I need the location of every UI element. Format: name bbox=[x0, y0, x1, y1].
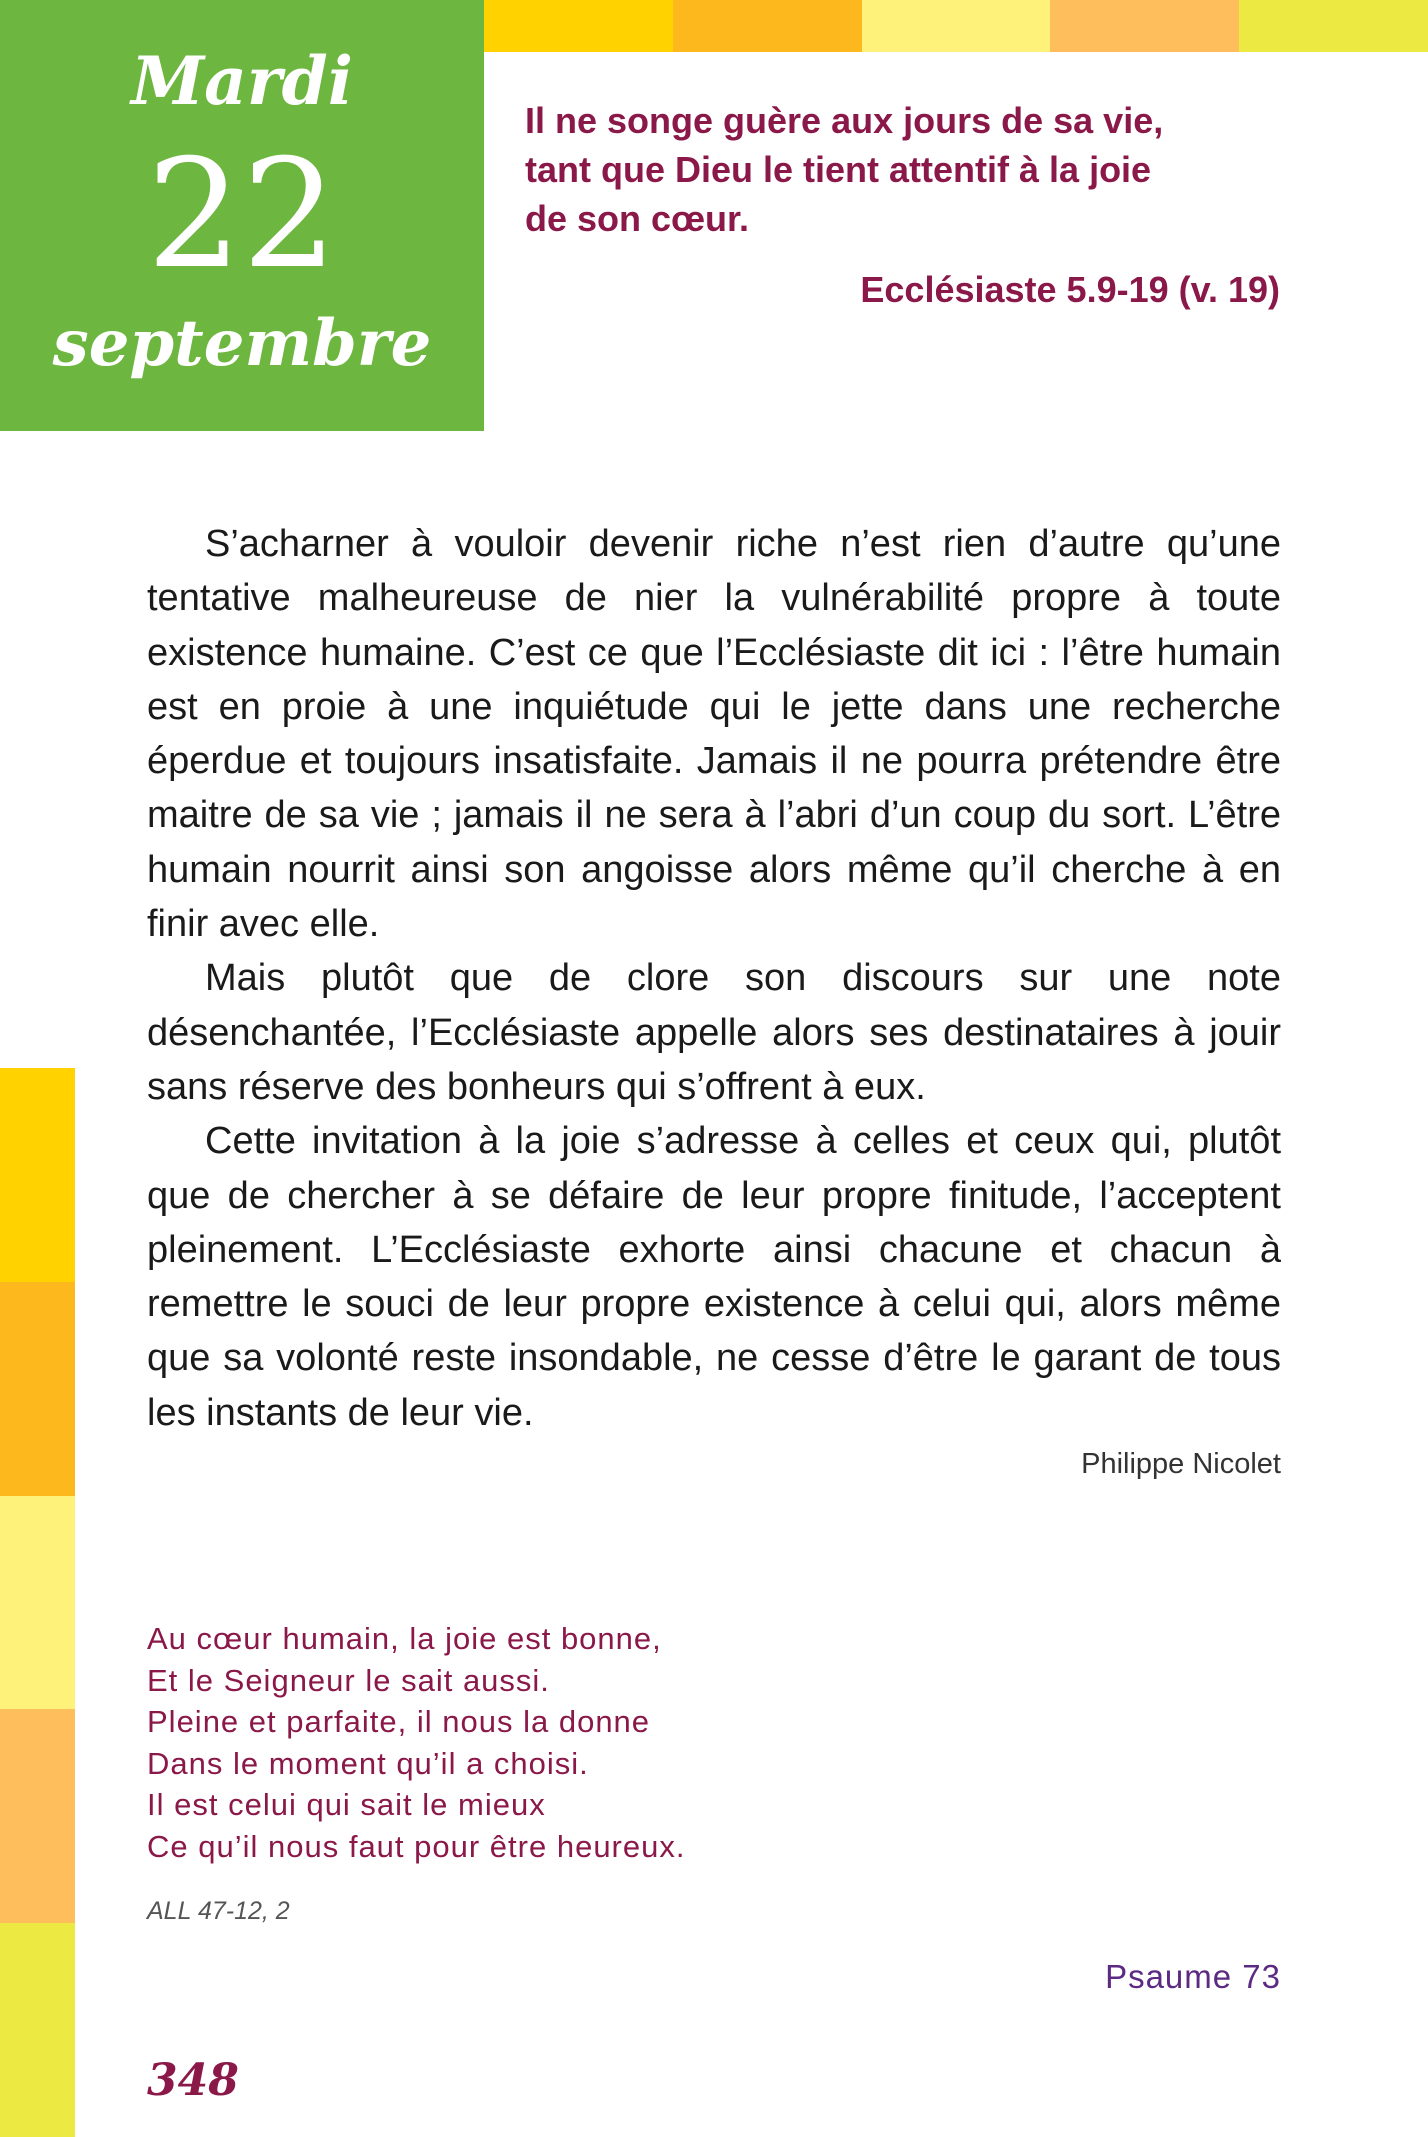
hymn-verse bbox=[147, 1618, 685, 1867]
verse-line: tant que Dieu le tient attentif à la joie bbox=[525, 149, 1152, 190]
side-strip-segment bbox=[0, 1496, 75, 1710]
poem-line: Et le Seigneur le sait aussi. bbox=[147, 1662, 550, 1698]
top-strip-segment bbox=[1050, 0, 1239, 52]
poem-line: Dans le moment qu’il a choisi. bbox=[147, 1745, 589, 1781]
day-number: 22 bbox=[146, 128, 338, 302]
top-color-strip bbox=[484, 0, 1428, 52]
date-block bbox=[0, 0, 484, 431]
author-name: Philippe Nicolet bbox=[1081, 1448, 1281, 1480]
body-paragraph: Cette invitation à la joie s’adresse à celles et ceux qui, plutôt que de chercher à se défaire de leur propre finitude, l’acceptent pleinement. L’Ecclésiaste exhorte ainsi chacune et chacun à remettre le souci de leur propre existence à celui qui, alors même que sa volonté reste insondable, ne cesse d’être le garant de tous les instants de leur vie. bbox=[147, 1120, 1281, 1434]
body-paragraph: S’acharner à vouloir devenir riche n’est rien d’autre qu’une tentative malheureuse de nier la vulnérabilité propre à toute existence humaine. C’est ce que l’Ecclésiaste dit ici : l’être humain est en proie à une inquiétude qui le jette dans une recherche éperdue et toujours insatisfaite. Jamais il ne pourra prétendre être maitre de sa vie ; jamais il ne sera à l’abri d’un coup du sort. L’être humain nourrit ainsi son angoisse alors même qu’il cherche à en finir avec elle. bbox=[147, 523, 1281, 946]
page-number: 348 bbox=[147, 2055, 239, 2106]
side-color-strip bbox=[0, 1068, 75, 2137]
poem-line: Pleine et parfaite, il nous la donne bbox=[147, 1704, 651, 1739]
verse-reference: Ecclésiaste 5.9-19 (v. 19) bbox=[860, 269, 1280, 310]
top-strip-segment bbox=[673, 0, 862, 52]
day-name: Mardi bbox=[131, 42, 353, 120]
body-paragraph: Mais plutôt que de clore son discours sur une note désenchantée, l’Ecclésiaste appelle alors ses destinataires à jouir sans réserve des bonheurs qui s’offrent à eux. bbox=[147, 957, 1281, 1108]
side-strip-segment bbox=[0, 1923, 75, 2137]
top-strip-segment bbox=[1239, 0, 1428, 52]
top-strip-segment bbox=[862, 0, 1051, 52]
side-strip-segment bbox=[0, 1068, 75, 1282]
psalm-reference: Psaume 73 bbox=[1105, 1958, 1281, 1995]
side-strip-segment bbox=[0, 1282, 75, 1496]
daily-verse bbox=[525, 96, 1245, 243]
poem-line: Ce qu’il nous faut pour être heureux. bbox=[147, 1828, 686, 1864]
verse-line: de son cœur. bbox=[525, 198, 750, 239]
side-strip-segment bbox=[0, 1709, 75, 1923]
poem-line: Il est celui qui sait le mieux bbox=[147, 1787, 546, 1822]
hymn-reference: ALL 47-12, 2 bbox=[147, 1897, 290, 1925]
meditation-text bbox=[147, 517, 1281, 1440]
poem-line: Au cœur humain, la joie est bonne, bbox=[147, 1621, 662, 1656]
verse-line: Il ne songe guère aux jours de sa vie, bbox=[525, 100, 1164, 141]
month-name: septembre bbox=[52, 306, 432, 381]
top-strip-segment bbox=[484, 0, 673, 52]
